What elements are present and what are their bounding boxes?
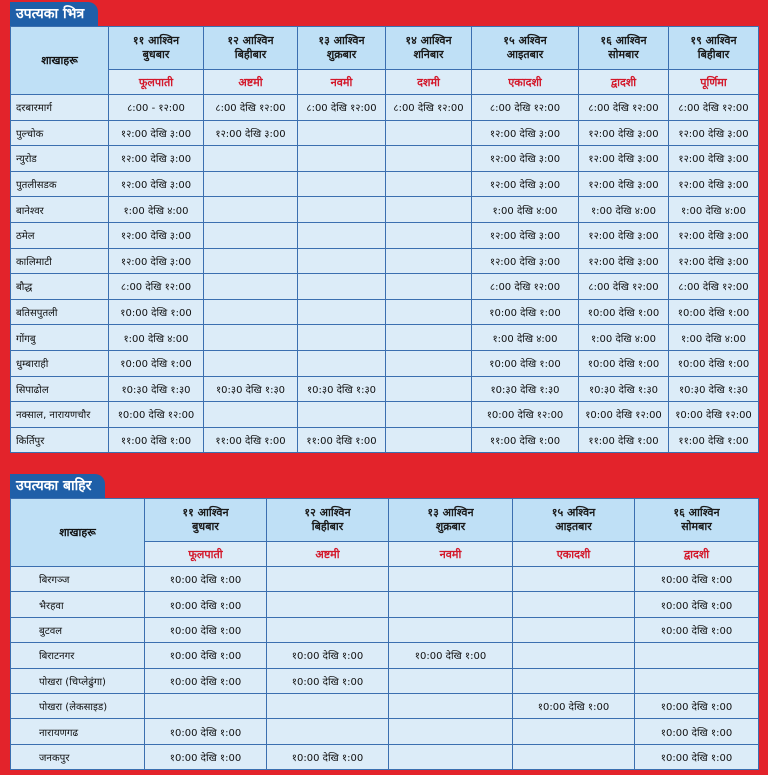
time-cell: ८:00 देखि १२:00 bbox=[579, 95, 669, 121]
time-cell bbox=[204, 248, 298, 274]
table-row bbox=[11, 222, 759, 248]
time-cell bbox=[513, 668, 635, 693]
time-cell: १0:३0 देखि १:३0 bbox=[669, 376, 759, 402]
time-cell: १२:00 देखि ३:00 bbox=[109, 222, 204, 248]
time-cell: ११:00 देखि १:00 bbox=[669, 427, 759, 453]
time-cell bbox=[386, 376, 472, 402]
time-cell bbox=[298, 402, 386, 428]
time-cell: १२:00 देखि ३:00 bbox=[669, 171, 759, 197]
time-cell: १२:00 देखि ३:00 bbox=[579, 222, 669, 248]
time-cell: १:00 देखि ४:00 bbox=[579, 197, 669, 223]
header-row bbox=[11, 27, 759, 70]
time-cell bbox=[513, 617, 635, 642]
table-row bbox=[11, 197, 759, 223]
time-cell bbox=[267, 617, 389, 642]
day-weekday: बिहीबार bbox=[311, 520, 344, 533]
time-cell bbox=[386, 350, 472, 376]
time-cell bbox=[204, 350, 298, 376]
time-cell: १:00 देखि ४:00 bbox=[109, 197, 204, 223]
branch-name: बानेश्वर bbox=[11, 197, 109, 223]
time-cell: ८:00 देखि १२:00 bbox=[669, 95, 759, 121]
table-row bbox=[11, 299, 759, 325]
time-cell bbox=[635, 668, 759, 693]
table-row bbox=[11, 719, 759, 744]
day-column-header bbox=[298, 27, 386, 70]
time-cell bbox=[298, 350, 386, 376]
time-cell: १0:00 देखि १:00 bbox=[145, 567, 267, 592]
time-cell: १:00 देखि ४:00 bbox=[669, 325, 759, 351]
event-name: अष्टमी bbox=[204, 70, 298, 95]
table-row bbox=[11, 120, 759, 146]
table-row bbox=[11, 402, 759, 428]
time-cell: ८:00 देखि १२:00 bbox=[109, 274, 204, 300]
event-name: दशमी bbox=[386, 70, 472, 95]
time-cell bbox=[298, 274, 386, 300]
time-cell bbox=[386, 274, 472, 300]
table-row bbox=[11, 592, 759, 617]
time-cell: १:00 देखि ४:00 bbox=[472, 197, 579, 223]
time-cell: १२:00 देखि ३:00 bbox=[109, 146, 204, 172]
day-date: ११ आश्विन bbox=[132, 34, 180, 47]
time-cell: १:00 देखि ४:00 bbox=[472, 325, 579, 351]
time-cell bbox=[513, 719, 635, 744]
table-row bbox=[11, 427, 759, 453]
event-row bbox=[11, 70, 759, 95]
time-cell: १0:00 देखि १:00 bbox=[635, 719, 759, 744]
time-cell: ८:00 देखि १२:00 bbox=[472, 95, 579, 121]
time-cell bbox=[389, 668, 513, 693]
day-weekday: सोमबार bbox=[681, 520, 712, 533]
day-weekday: बुधबार bbox=[142, 48, 170, 61]
branch-name: बौद्ध bbox=[11, 274, 109, 300]
branch-name: नारायणगढ bbox=[11, 719, 145, 744]
time-cell bbox=[513, 592, 635, 617]
day-column-header bbox=[669, 27, 759, 70]
table-row bbox=[11, 274, 759, 300]
day-date: १२ आश्विन bbox=[304, 506, 351, 519]
time-cell: १0:00 देखि १:00 bbox=[579, 299, 669, 325]
time-cell: १२:00 देखि ३:00 bbox=[204, 120, 298, 146]
day-date: १५ अश्विन bbox=[551, 506, 596, 519]
time-cell: ८:00 देखि १२:00 bbox=[472, 274, 579, 300]
time-cell bbox=[298, 120, 386, 146]
branch-name: पोखरा (चिप्लेढुंगा) bbox=[11, 668, 145, 693]
event-name: द्वादशी bbox=[579, 70, 669, 95]
time-cell: १0:00 देखि १:00 bbox=[635, 617, 759, 642]
event-name: नवमी bbox=[298, 70, 386, 95]
time-cell: ८:00 देखि १२:00 bbox=[386, 95, 472, 121]
time-cell bbox=[386, 171, 472, 197]
day-column-header bbox=[386, 27, 472, 70]
day-date: १३ आश्विन bbox=[427, 506, 474, 519]
day-weekday: बुधबार bbox=[192, 520, 219, 533]
event-name: पूर्णिमा bbox=[669, 70, 759, 95]
header-row bbox=[11, 499, 759, 542]
day-date: १४ आश्विन bbox=[405, 34, 452, 47]
time-cell bbox=[386, 299, 472, 325]
time-cell: १0:00 देखि १२:00 bbox=[472, 402, 579, 428]
time-cell: ११:00 देखि १:00 bbox=[109, 427, 204, 453]
day-column-header bbox=[472, 27, 579, 70]
time-cell bbox=[204, 325, 298, 351]
day-date: १२ आश्विन bbox=[227, 34, 274, 47]
table-row bbox=[11, 668, 759, 693]
branch-name: बिरगञ्ज bbox=[11, 567, 145, 592]
outside-valley-title: उपत्यका बाहिर bbox=[10, 474, 105, 498]
table-row bbox=[11, 325, 759, 351]
table-row bbox=[11, 248, 759, 274]
branch-name: पोखरा (लेकसाइड) bbox=[11, 693, 145, 718]
time-cell: १२:00 देखि ३:00 bbox=[472, 120, 579, 146]
branch-name: जनकपुर bbox=[11, 744, 145, 769]
time-cell bbox=[298, 299, 386, 325]
day-column-header bbox=[145, 499, 267, 542]
table-row bbox=[11, 95, 759, 121]
day-weekday: सोमबार bbox=[608, 48, 639, 61]
event-name: अष्टमी bbox=[267, 542, 389, 567]
event-name: फूलपाती bbox=[145, 542, 267, 567]
branch-name: बुटवल bbox=[11, 617, 145, 642]
time-cell: १:00 देखि ४:00 bbox=[669, 197, 759, 223]
time-cell bbox=[145, 693, 267, 718]
time-cell: १0:00 देखि १:00 bbox=[635, 693, 759, 718]
time-cell: १0:00 देखि १:00 bbox=[267, 643, 389, 668]
event-name: द्वादशी bbox=[635, 542, 759, 567]
table-row bbox=[11, 171, 759, 197]
event-name: नवमी bbox=[389, 542, 513, 567]
time-cell bbox=[267, 719, 389, 744]
time-cell: १0:00 देखि १:00 bbox=[635, 567, 759, 592]
time-cell: १0:00 देखि १:00 bbox=[635, 744, 759, 769]
branch-name: पुतलीसडक bbox=[11, 171, 109, 197]
time-cell: १0:३0 देखि १:३0 bbox=[298, 376, 386, 402]
day-date: १५ अश्विन bbox=[503, 34, 547, 47]
time-cell: १0:00 देखि १:00 bbox=[109, 350, 204, 376]
branch-name: किर्तिपुर bbox=[11, 427, 109, 453]
inside-valley-table-panel bbox=[10, 26, 758, 453]
branch-name: नक्साल, नारायणचौर bbox=[11, 402, 109, 428]
time-cell: १0:00 देखि १:00 bbox=[145, 617, 267, 642]
time-cell bbox=[389, 592, 513, 617]
time-cell bbox=[389, 617, 513, 642]
day-column-header bbox=[635, 499, 759, 542]
time-cell: ८:00 देखि १२:00 bbox=[298, 95, 386, 121]
branch-name: बिराटनगर bbox=[11, 643, 145, 668]
time-cell: १0:00 देखि १:00 bbox=[669, 350, 759, 376]
time-cell: १0:00 देखि १२:00 bbox=[669, 402, 759, 428]
time-cell: ८:00 देखि १२:00 bbox=[204, 95, 298, 121]
branch-name: दरबारमार्ग bbox=[11, 95, 109, 121]
day-date: १६ आश्विन bbox=[600, 34, 647, 47]
time-cell bbox=[386, 325, 472, 351]
time-cell: १0:00 देखि १२:00 bbox=[579, 402, 669, 428]
outside-valley-table-panel bbox=[10, 498, 758, 770]
time-cell bbox=[386, 222, 472, 248]
branch-name: धुम्बाराही bbox=[11, 350, 109, 376]
time-cell: १२:00 देखि ३:00 bbox=[472, 248, 579, 274]
time-cell: १२:00 देखि ३:00 bbox=[579, 171, 669, 197]
time-cell: १२:00 देखि ३:00 bbox=[669, 146, 759, 172]
time-cell bbox=[204, 222, 298, 248]
time-cell: १0:३0 देखि १:३0 bbox=[579, 376, 669, 402]
time-cell: १0:00 देखि १:00 bbox=[635, 592, 759, 617]
time-cell bbox=[204, 197, 298, 223]
table-row bbox=[11, 350, 759, 376]
time-cell: १0:३0 देखि १:३0 bbox=[472, 376, 579, 402]
branch-name: कालिमाटी bbox=[11, 248, 109, 274]
time-cell: १0:00 देखि १:00 bbox=[472, 299, 579, 325]
time-cell bbox=[513, 744, 635, 769]
time-cell: १0:00 देखि १:00 bbox=[513, 693, 635, 718]
table-row bbox=[11, 643, 759, 668]
time-cell bbox=[204, 274, 298, 300]
branch-name: न्युरोड bbox=[11, 146, 109, 172]
day-column-header bbox=[513, 499, 635, 542]
time-cell bbox=[513, 643, 635, 668]
time-cell bbox=[389, 567, 513, 592]
time-cell: १0:00 देखि १:00 bbox=[145, 668, 267, 693]
time-cell: १0:00 देखि १:00 bbox=[579, 350, 669, 376]
time-cell bbox=[204, 299, 298, 325]
day-column-header bbox=[267, 499, 389, 542]
table-row bbox=[11, 744, 759, 769]
day-weekday: आइतबार bbox=[506, 48, 544, 61]
time-cell bbox=[298, 325, 386, 351]
branch-column-header: शाखाहरू bbox=[11, 27, 109, 95]
time-cell: ११:00 देखि १:00 bbox=[298, 427, 386, 453]
time-cell: १0:00 देखि १:00 bbox=[145, 719, 267, 744]
time-cell bbox=[386, 197, 472, 223]
time-cell: १२:00 देखि ३:00 bbox=[579, 146, 669, 172]
time-cell: १२:00 देखि ३:00 bbox=[669, 120, 759, 146]
time-cell: १२:00 देखि ३:00 bbox=[669, 222, 759, 248]
day-weekday: बिहीबार bbox=[234, 48, 267, 61]
time-cell: १२:00 देखि ३:00 bbox=[579, 120, 669, 146]
time-cell: १0:00 देखि १:00 bbox=[145, 592, 267, 617]
time-cell bbox=[513, 567, 635, 592]
time-cell: ११:00 देखि १:00 bbox=[204, 427, 298, 453]
time-cell bbox=[386, 120, 472, 146]
time-cell: १२:00 देखि ३:00 bbox=[669, 248, 759, 274]
time-cell: १२:00 देखि ३:00 bbox=[109, 248, 204, 274]
outside-valley-table bbox=[10, 498, 759, 770]
time-cell: १:00 देखि ४:00 bbox=[579, 325, 669, 351]
time-cell bbox=[386, 146, 472, 172]
time-cell: १0:00 देखि १:00 bbox=[472, 350, 579, 376]
table-row bbox=[11, 146, 759, 172]
time-cell bbox=[298, 197, 386, 223]
day-date: ११ आश्विन bbox=[182, 506, 229, 519]
time-cell bbox=[386, 427, 472, 453]
time-cell: ८:00 - १२:00 bbox=[109, 95, 204, 121]
time-cell: १0:00 देखि १:00 bbox=[267, 744, 389, 769]
time-cell bbox=[389, 744, 513, 769]
day-weekday: शुक्रबार bbox=[435, 520, 466, 533]
time-cell: १२:00 देखि ३:00 bbox=[579, 248, 669, 274]
day-column-header bbox=[579, 27, 669, 70]
event-name: एकादशी bbox=[472, 70, 579, 95]
time-cell bbox=[635, 643, 759, 668]
time-cell: ८:00 देखि १२:00 bbox=[669, 274, 759, 300]
table-row bbox=[11, 693, 759, 718]
day-weekday: शनिबार bbox=[413, 48, 444, 61]
branch-column-header: शाखाहरू bbox=[11, 499, 145, 567]
time-cell bbox=[267, 567, 389, 592]
branch-name: गोंगबु bbox=[11, 325, 109, 351]
branch-name: भैरहवा bbox=[11, 592, 145, 617]
time-cell bbox=[298, 248, 386, 274]
time-cell: १२:00 देखि ३:00 bbox=[472, 146, 579, 172]
event-name: फूलपाती bbox=[109, 70, 204, 95]
day-weekday: आइतबार bbox=[555, 520, 592, 533]
time-cell bbox=[298, 171, 386, 197]
time-cell: १0:३0 देखि १:३0 bbox=[109, 376, 204, 402]
inside-valley-table bbox=[10, 26, 759, 453]
time-cell bbox=[298, 146, 386, 172]
table-row bbox=[11, 567, 759, 592]
table-row bbox=[11, 376, 759, 402]
time-cell bbox=[204, 402, 298, 428]
time-cell bbox=[389, 693, 513, 718]
time-cell: १२:00 देखि ३:00 bbox=[472, 171, 579, 197]
time-cell: १२:00 देखि ३:00 bbox=[109, 171, 204, 197]
day-date: १३ आश्विन bbox=[318, 34, 365, 47]
time-cell bbox=[204, 146, 298, 172]
time-cell: ११:00 देखि १:00 bbox=[472, 427, 579, 453]
time-cell bbox=[298, 222, 386, 248]
time-cell: ११:00 देखि १:00 bbox=[579, 427, 669, 453]
branch-name: पुल्चोक bbox=[11, 120, 109, 146]
time-cell bbox=[389, 719, 513, 744]
time-cell: १0:00 देखि १:00 bbox=[109, 299, 204, 325]
time-cell: १0:३0 देखि १:३0 bbox=[204, 376, 298, 402]
day-column-header bbox=[389, 499, 513, 542]
time-cell: १0:00 देखि १:00 bbox=[145, 643, 267, 668]
branch-name: ठमेल bbox=[11, 222, 109, 248]
time-cell: १0:00 देखि १:00 bbox=[669, 299, 759, 325]
time-cell: १0:00 देखि १:00 bbox=[267, 668, 389, 693]
time-cell bbox=[386, 402, 472, 428]
branch-name: बतिसपुतली bbox=[11, 299, 109, 325]
day-column-header bbox=[204, 27, 298, 70]
branch-name: सिपाढोल bbox=[11, 376, 109, 402]
time-cell: १२:00 देखि ३:00 bbox=[472, 222, 579, 248]
table-row bbox=[11, 617, 759, 642]
day-column-header bbox=[109, 27, 204, 70]
time-cell: ८:00 देखि १२:00 bbox=[579, 274, 669, 300]
time-cell: १0:00 देखि १:00 bbox=[389, 643, 513, 668]
day-weekday: बिहीबार bbox=[697, 48, 730, 61]
event-name: एकादशी bbox=[513, 542, 635, 567]
time-cell: १0:00 देखि १२:00 bbox=[109, 402, 204, 428]
time-cell bbox=[267, 592, 389, 617]
day-date: १९ आश्विन bbox=[690, 34, 737, 47]
inside-valley-title: उपत्यका भित्र bbox=[10, 2, 98, 26]
day-weekday: शुक्रबार bbox=[326, 48, 357, 61]
time-cell bbox=[267, 693, 389, 718]
day-date: १६ आश्विन bbox=[673, 506, 720, 519]
time-cell bbox=[204, 171, 298, 197]
time-cell: १:00 देखि ४:00 bbox=[109, 325, 204, 351]
time-cell: १२:00 देखि ३:00 bbox=[109, 120, 204, 146]
time-cell: १0:00 देखि १:00 bbox=[145, 744, 267, 769]
time-cell bbox=[386, 248, 472, 274]
